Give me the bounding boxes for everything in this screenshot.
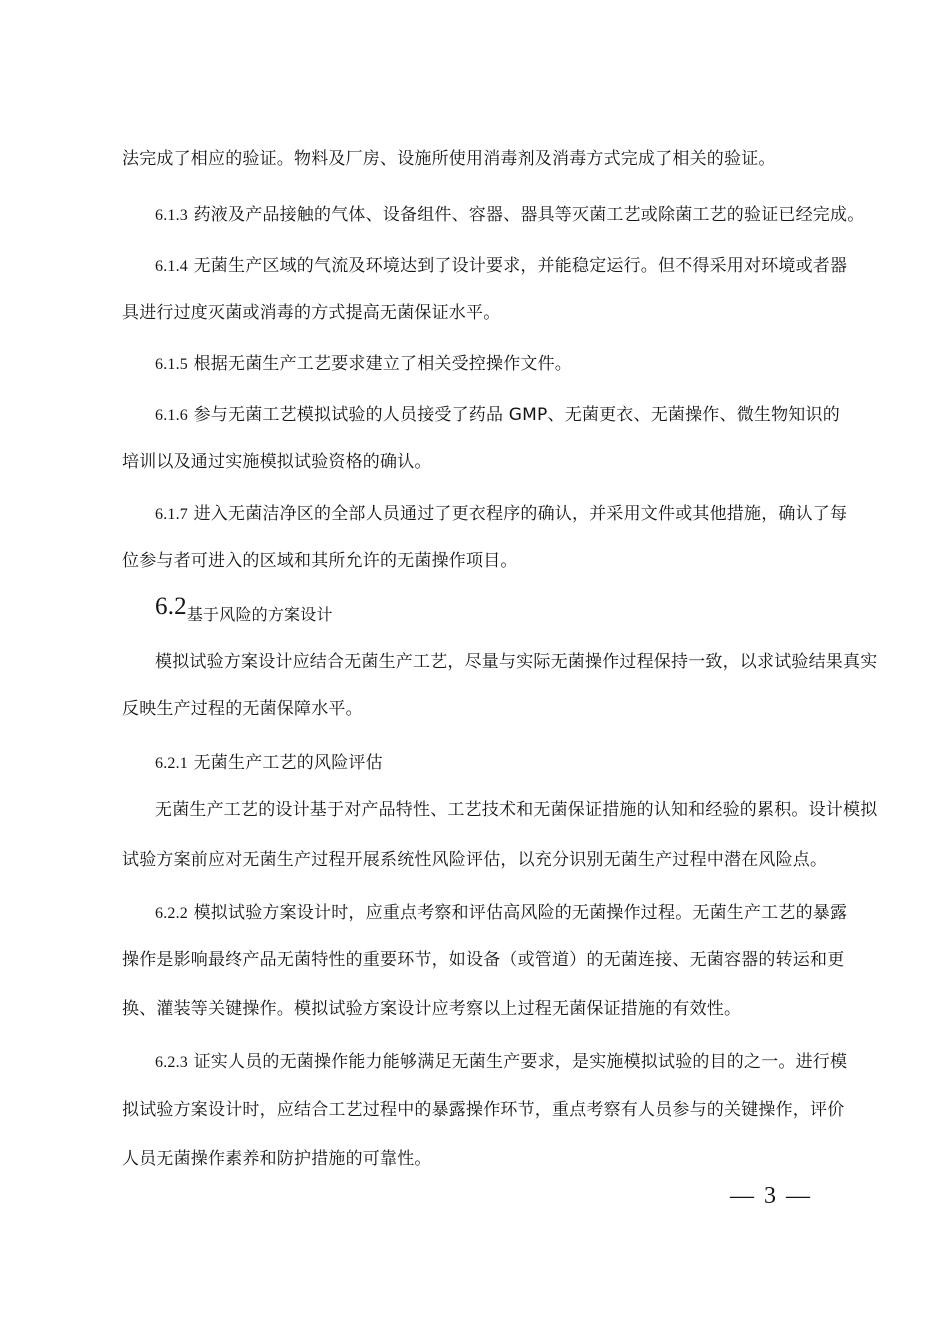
paragraph-line: 位参与者可进入的区域和其所允许的无菌操作项目。 xyxy=(122,551,518,571)
clause-6-1-7 xyxy=(155,503,847,526)
clause-number: 6.1.6 xyxy=(155,407,188,424)
clause-text: 进入无菌洁净区的全部人员通过了更衣程序的确认，并采用文件或其他措施，确认了每 xyxy=(188,504,848,524)
paragraph-line: 操作是影响最终产品无菌特性的重要环节，如设备（或管道）的无菌连接、无菌容器的转运和更 xyxy=(122,950,845,970)
clause-6-1-6 xyxy=(155,404,840,427)
paragraph-line: 具进行过度灭菌或消毒的方式提高无菌保证水平。 xyxy=(122,303,501,323)
clause-6-2-2 xyxy=(155,902,847,925)
paragraph-line: 试验方案前应对无菌生产过程开展系统性风险评估，以充分识别无菌生产过程中潜在风险点。 xyxy=(122,850,828,870)
heading-text: 基于风险的方案设计 xyxy=(186,605,333,624)
clause-6-1-5 xyxy=(155,353,572,376)
clause-number: 6.1.7 xyxy=(155,506,188,523)
clause-number: 6.2.3 xyxy=(155,1054,188,1071)
clause-text: 无菌生产工艺的风险评估 xyxy=(188,753,383,773)
clause-number: 6.1.4 xyxy=(155,258,188,275)
paragraph-line: 拟试验方案设计时，应结合工艺过程中的暴露操作环节，重点考察有人员参与的关键操作，评价 xyxy=(122,1100,845,1120)
section-heading-6-2 xyxy=(155,592,333,624)
paragraph-line: 培训以及通过实施模拟试验资格的确认。 xyxy=(122,452,432,472)
footer-dash-right: — xyxy=(786,1183,810,1209)
paragraph-line: 模拟试验方案设计应结合无菌生产工艺，尽量与实际无菌操作过程保持一致，以求试验结果真实 xyxy=(155,652,878,672)
clause-number: 6.2.1 xyxy=(155,755,188,772)
paragraph-line: 换、灌装等关键操作。模拟试验方案设计应考察以上过程无菌保证措施的有效性。 xyxy=(122,999,742,1019)
clause-text: 证实人员的无菌操作能力能够满足无菌生产要求，是实施模拟试验的目的之一。进行模 xyxy=(188,1052,848,1072)
paragraph-line: 无菌生产工艺的设计基于对产品特性、工艺技术和无菌保证措施的认知和经验的累积。设计模拟 xyxy=(155,800,878,820)
clause-text: 模拟试验方案设计时，应重点考察和评估高风险的无菌操作过程。无菌生产工艺的暴露 xyxy=(188,903,848,923)
heading-number: 6.2 xyxy=(155,593,187,620)
clause-text: 根据无菌生产工艺要求建立了相关受控操作文件。 xyxy=(188,354,573,374)
clause-text: 无菌生产区域的气流及环境达到了设计要求，并能稳定运行。但不得采用对环境或者器 xyxy=(188,256,848,276)
paragraph-line: 反映生产过程的无菌保障水平。 xyxy=(122,699,363,719)
footer-dash-left: — xyxy=(730,1183,754,1209)
clause-text: 药液及产品接触的气体、设备组件、容器、器具等灭菌工艺或除菌工艺的验证已经完成。 xyxy=(188,205,865,225)
clause-text: 参与无菌工艺模拟试验的人员接受了药品 GMP、无菌更衣、无菌操作、微生物知识的 xyxy=(188,405,840,425)
clause-6-2-3 xyxy=(155,1051,847,1074)
page-number: 3 xyxy=(764,1183,776,1209)
clause-6-2-1 xyxy=(155,752,383,775)
paragraph-line: 人员无菌操作素养和防护措施的可靠性。 xyxy=(122,1149,432,1169)
clause-number: 6.1.5 xyxy=(155,356,188,373)
paragraph-line: 法完成了相应的验证。物料及厂房、设施所使用消毒剂及消毒方式完成了相关的验证。 xyxy=(122,149,776,169)
clause-number: 6.1.3 xyxy=(155,207,188,224)
clause-6-1-4 xyxy=(155,255,847,278)
page-footer xyxy=(728,1181,812,1211)
clause-number: 6.2.2 xyxy=(155,905,188,922)
clause-6-1-3 xyxy=(155,204,864,227)
